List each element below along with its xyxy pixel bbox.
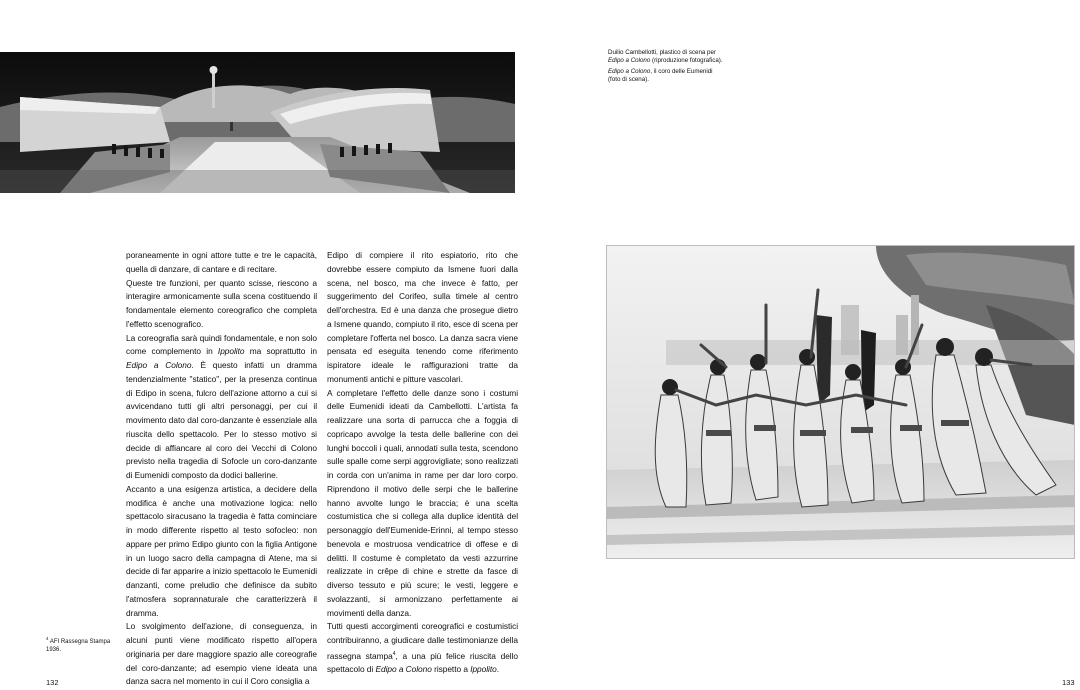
text-run: ma soprattutto in	[244, 346, 317, 357]
body-text-column-right	[327, 249, 518, 677]
paragraph	[327, 620, 518, 677]
paragraph: A completare l'effetto delle danze sono i costumi delle Eumenidi ideati da Cambellotti. L'artista fa realizzare una sorta di parrucca che a foggia di copricapo avvolge la testa delle ballerine con dei lunghi boccoli i quali, annodati sulla testa, scendono sulle spalle come serpi aggrovigliate; sono realizzati in corda con un'anima in rame per dar loro corpo. Riprendono il motivo delle serpi che le ballerine hanno avvolte lungo le braccia; è una scelta costumistica che si collega alla duplice identità del personaggio dell'Eumenide-Erinni, al tempo stesso benevola e mostruosa vendicatrice di offese e di delitti. Il costume è completato da vesti azzurrine realizzate in crêpe di chine e strette da fasce di diverso tessuto e più scure; le vesti, leggere e svolazzanti, si armonizzano perfettamente ai movimenti della danza.	[327, 387, 518, 618]
text-run: Tutti questi accorgimenti coreografici e costumistici contribuiranno, a giudicare dalle testimonianze della rassegna stampa	[327, 621, 518, 661]
text-run: rispetto a	[431, 664, 471, 675]
caption-photo-subject: , il coro delle Eumenidi	[650, 67, 713, 75]
body-text-column-left	[126, 249, 317, 689]
work-title: Edipo a Colono	[126, 360, 192, 370]
paragraph: poraneamente in ogni attore tutte e tre le capacità, quella di danzare, di cantare e di recitare.	[126, 250, 317, 274]
caption-model-author: Duilio Cambellotti, plastico di scena per	[608, 49, 716, 56]
page-number-right: 133	[1062, 678, 1075, 687]
footnote-reference: 4	[392, 650, 396, 657]
caption-model-note: (riproduzione fotografica).	[650, 57, 723, 65]
work-title: Edipo a Colono	[375, 664, 432, 675]
text-run: . È questo infatti un dramma tendenzialmente "statico", per la presenza continua di Edipo in scena, fulcro dell'azione attorno a cui si avvicendano tutti gli altri personaggi, per cui il movimento dato dal coro-danzante è essenziale alla riuscita dello spettacolo. Per lo stesso motivo si decide di affiancare al coro dei Vecchi di Colono previsto nella tragedia di Sofocle un coro-danzante di Eumenidi composto da dodici ballerine.	[126, 360, 318, 480]
text-run: .	[496, 664, 499, 675]
stage-model-photo	[0, 52, 515, 193]
photo-caption	[608, 49, 758, 87]
footnote-text: AFI Rassegna Stampa 1936.	[46, 639, 111, 653]
caption-photo-title: Edipo a Colono	[608, 67, 651, 75]
paragraph	[126, 332, 317, 483]
chorus-of-eumenides-photo	[606, 245, 1075, 559]
eumenides-image	[606, 245, 1075, 559]
page-number-left: 132	[46, 678, 59, 687]
caption-model-title: Edipo a Colono	[608, 57, 651, 65]
caption-line-1	[608, 49, 758, 66]
text-run: La coreografia sarà quindi fondamentale, e non solo come complemento in	[126, 332, 317, 357]
text-run: , a una più felice riuscita dello spettacolo di	[327, 650, 518, 675]
paragraph: Edipo di compiere il rito espiatorio, rito che dovrebbe essere compiuto da Ismene fuori dalla scena, nel bosco, ma che invece è fatto, per suggerimento del Corifeo, sulla timele al centro dell'orchestra. Ed è una danza che prosegue dietro a Ismene quando, compiuto il rito, esce di scena per completare l'offerta nel bosco. La danza sacra viene pensata ed eseguita tenendo come riferimento ispiratore ideale le raffigurazioni tratte da monumenti antichi e pitture vascolari.	[327, 250, 518, 384]
footnote	[46, 635, 118, 654]
caption-photo-note: (foto di scena).	[608, 76, 649, 84]
stage-model-image	[0, 52, 515, 193]
paragraph: Lo svolgimento dell'azione, di conseguenza, in alcuni punti viene modificato rispetto all'opera originaria per dare maggiore spazio alle coreografie del coro-danzante; ad esempio viene ideata una danza sacra nel momento in cui il Coro consiglia a	[126, 621, 317, 687]
caption-line-2	[608, 68, 758, 85]
work-title: Ippolito	[470, 664, 497, 675]
paragraph: Accanto a una esigenza artistica, a decidere della modifica è anche una motivazione logica: nello spettacolo siracusano la tragedia è fatta cominciare in modo differente rispetto al testo sofocleo: non appare per primo Edipo giunto con la figlia Antigone in un luogo sacro della campagna di Atene, ma si decide di far apparire a inizio spettacolo le Eumenidi danzanti, come preludio che definisce da subito l'atmosfera soprannaturale che caratterizzerà il dramma.	[126, 483, 317, 618]
work-title: Ippolito	[217, 346, 245, 357]
paragraph: Queste tre funzioni, per quanto scisse, riescono a interagire armonicamente sulla scena costituendo il fondamentale elemento coreografico che completa l'effetto scenografico.	[126, 277, 317, 329]
footnote-marker: 4	[46, 636, 49, 641]
